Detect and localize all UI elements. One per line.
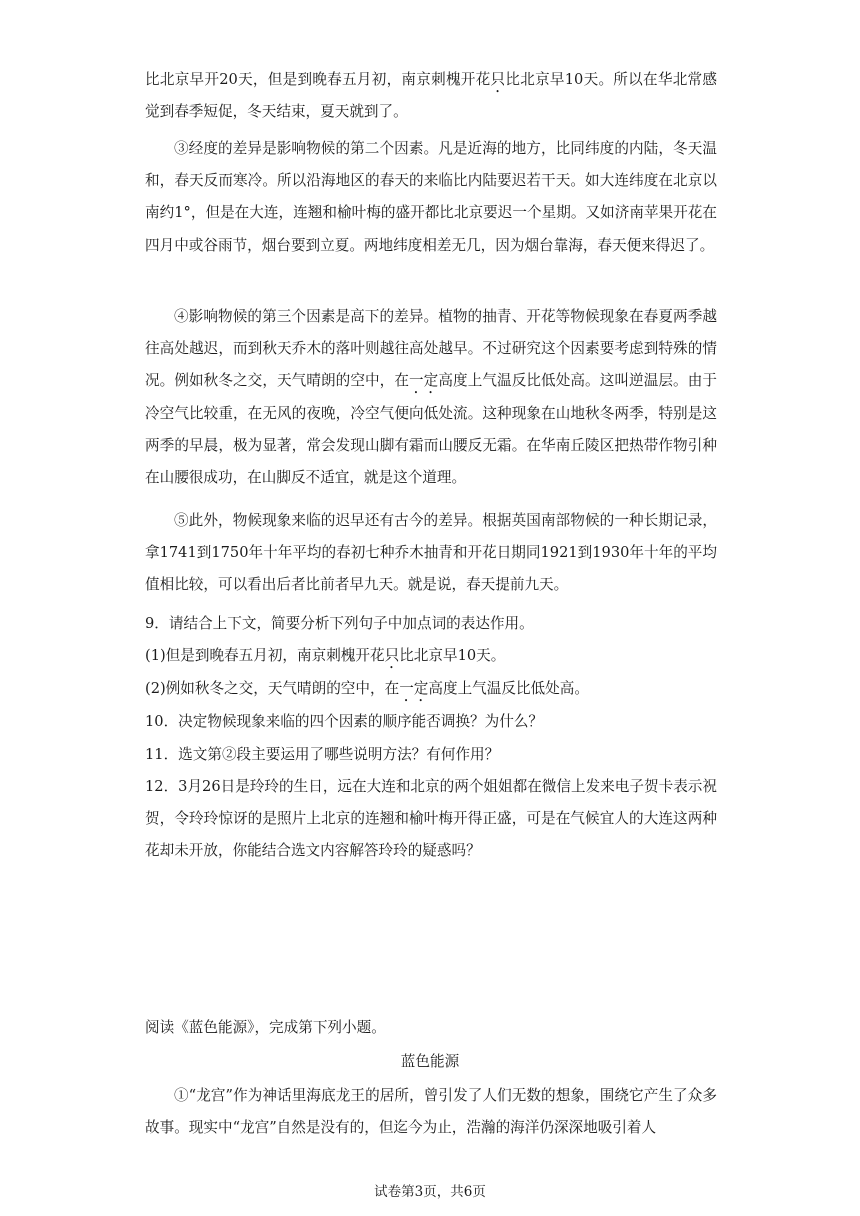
emphasized-word: 只 bbox=[384, 647, 400, 664]
emphasized-word: 一定 bbox=[399, 680, 429, 697]
question-9: 9．请结合上下文，简要分析下列句子中加点词的表达作用。 bbox=[145, 615, 534, 632]
emphasized-word: 只 bbox=[490, 71, 506, 88]
reading-intro: 阅读《蓝色能源》，完成第下列小题。 bbox=[145, 1019, 386, 1036]
emphasized-word: 一定 bbox=[409, 372, 439, 390]
question-12: 12．3月26日是玲玲的生日，远在大连和北京的两个姐姐都在微信上发来电子贺卡表示祝贺，令玲玲惊讶的是照片上北京的连翘和榆叶梅开得正盛，可是在气候宜人的大连这两种花却未开放，你能结合选文内容解答玲玲的疑惑吗？ bbox=[145, 778, 717, 860]
paragraph-5: ⑤此外，物候现象来临的迟早还有古今的差异。根据英国南部物候的一种长期记录，拿1741到1750年十年平均的春初七种乔木抽青和开花日期同1921到1930年十年的平均值相比较，可以看出后者比前者早九天。就是说，春天提前九天。 bbox=[145, 512, 717, 594]
paragraph-4: ④影响物候的第三个因素是高下的差异。植物的抽青、开花等物候现象在春夏两季越往高处越迟，而到秋天乔木的落叶则越往高处越早。不过研究这个因素要考虑到特殊的情况。例如秋冬之交，天气晴朗的空中，在一定高度上气温反比低处高。这叫逆温层。由于冷空气比较重，在无风的夜晚，冷空气便向低处流。这种现象在山地秋冬两季，特别是这两季的早晨，极为显著，常会发现山脚有霜而山腰反无霜。在华南丘陵区把热带作物引种在山腰很成功，在山脚反不适宜，就是这个道理。 bbox=[145, 308, 717, 487]
question-10: 10．决定物候现象来临的四个因素的顺序能否调换？为什么？ bbox=[145, 713, 544, 730]
paragraph-2-continued: 比北京早开20天，但是到晚春五月初，南京刺槐开花只比北京早10天。所以在华北常感觉到春季短促，冬天结束，夏天就到了。 bbox=[145, 71, 717, 121]
paragraph-3: ③经度的差异是影响物候的第二个因素。凡是近海的地方，比同纬度的内陆，冬天温和，春天反而寒冷。所以沿海地区的春天的来临比内陆要迟若干天。如大连纬度在北京以南约1°，但是在大连，连翘和榆叶梅的盛开都比北京要迟一个星期。又如济南苹果开花在四月中或谷雨节，烟台要到立夏。两地纬度相差无几，因为烟台靠海，春天便来得迟了。 bbox=[145, 140, 717, 254]
question-9-item-2: (2)例如秋冬之交，天气晴朗的空中，在一定高度上气温反比低处高。 bbox=[145, 680, 589, 697]
article-title: 蓝色能源 bbox=[400, 1053, 460, 1070]
question-11: 11．选文第②段主要运用了哪些说明方法？有何作用？ bbox=[145, 746, 500, 763]
question-9-item-1: (1)但是到晚春五月初，南京刺槐开花只比北京早10天。 bbox=[145, 647, 506, 664]
article-paragraph-1: ①“龙宫”作为神话里海底龙王的居所，曾引发了人们无数的想象，围绕它产生了众多故事。现实中“龙宫”自然是没有的，但迄今为止，浩瀚的海洋仍深深地吸引着人 bbox=[145, 1087, 717, 1137]
page-footer: 试卷第3页，共6页 bbox=[374, 1184, 486, 1200]
